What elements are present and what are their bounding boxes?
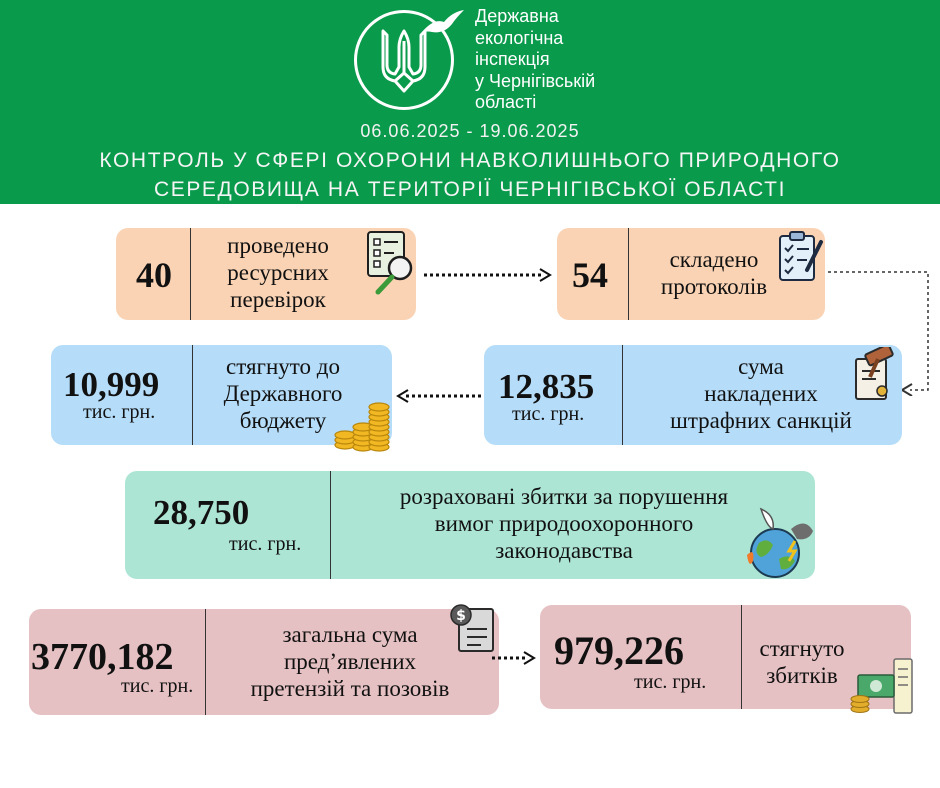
organization-name — [475, 6, 675, 114]
flow-arrow — [424, 268, 554, 282]
invoice-dollar-icon — [449, 603, 501, 655]
label-line: претензій та позовів — [250, 676, 450, 701]
protocols-value: 54 — [572, 255, 608, 295]
coin-stacks-icon — [331, 399, 395, 459]
protocols-card — [557, 228, 825, 320]
card-divider — [628, 228, 629, 320]
label-line: стягнуто — [759, 636, 845, 661]
label-line: загальна сума — [282, 622, 418, 647]
label-line: вимог природоохоронного — [434, 511, 694, 536]
inspections-card — [116, 228, 416, 320]
label-line: розраховані збитки за порушення — [399, 484, 729, 509]
claims-unit: тис. грн. — [121, 675, 194, 697]
claims-card — [29, 609, 499, 715]
card-divider — [741, 605, 742, 709]
inspections-label — [202, 232, 354, 313]
damages-collected-card — [540, 605, 911, 709]
svg-text:$: $ — [456, 608, 466, 624]
checklist-magnifier-icon — [364, 228, 420, 296]
polluted-earth-icon — [739, 507, 815, 579]
damages-collected-unit: тис. грн. — [634, 671, 707, 693]
org-name-line: області — [475, 92, 537, 112]
header-banner — [0, 0, 940, 204]
org-name-line: Державна — [475, 6, 559, 26]
org-name-line: у Чернігівській — [475, 70, 596, 91]
collected-budget-unit: тис. грн. — [83, 401, 156, 423]
collected-budget-value: 10,999 — [63, 365, 160, 404]
money-receipt-icon — [850, 657, 914, 715]
label-line: стягнуто до — [226, 354, 340, 379]
damages-card — [125, 471, 815, 579]
flow-arrow — [396, 389, 486, 403]
label-line: складено — [669, 247, 759, 272]
card-divider — [192, 345, 193, 445]
fines-card — [484, 345, 902, 445]
card-divider — [205, 609, 206, 715]
damages-label — [331, 483, 797, 564]
fines-value: 12,835 — [498, 367, 595, 406]
page-title — [0, 146, 940, 204]
inspections-value: 40 — [136, 255, 172, 295]
label-line: перевірок — [230, 287, 326, 312]
protocols-label — [637, 246, 791, 300]
claims-value: 3770,182 — [31, 636, 174, 678]
damages-value: 28,750 — [153, 493, 250, 532]
label-line: законодавства — [495, 538, 633, 563]
label-line: накладених — [704, 381, 818, 406]
damages-unit: тис. грн. — [229, 533, 302, 555]
title-line: КОНТРОЛЬ У СФЕРІ ОХОРОНИ НАВКОЛИШНЬОГО ПРИРОДНОГО — [99, 149, 841, 172]
label-line: ресурсних — [227, 260, 329, 285]
title-line: СЕРЕДОВИЩА НА ТЕРИТОРІЇ ЧЕРНІГІВСЬКОЇ ОБЛАСТІ — [153, 178, 787, 201]
card-divider — [622, 345, 623, 445]
label-line: бюджету — [239, 408, 327, 433]
label-line: пред’явлених — [283, 649, 416, 674]
bird-icon — [420, 8, 466, 38]
gavel-document-icon — [848, 347, 898, 403]
label-line: протоколів — [660, 274, 768, 299]
flow-arrow — [492, 651, 538, 665]
label-line: Державного — [223, 381, 343, 406]
clipboard-checklist-icon — [777, 230, 825, 284]
damages-collected-label — [746, 635, 858, 689]
collected-budget-card — [51, 345, 392, 445]
report-dates: 06.06.2025 - 19.06.2025 — [360, 121, 580, 141]
org-name-line: інспекція — [475, 49, 550, 69]
label-line: сума — [738, 354, 784, 379]
card-divider — [190, 228, 191, 320]
damages-collected-value: 979,226 — [554, 628, 684, 673]
label-line: проведено — [227, 233, 329, 258]
label-line: збитків — [766, 663, 838, 688]
fines-unit: тис. грн. — [512, 403, 585, 425]
label-line: штрафних санкцій — [670, 408, 852, 433]
org-name-line: екологічна — [475, 27, 564, 48]
